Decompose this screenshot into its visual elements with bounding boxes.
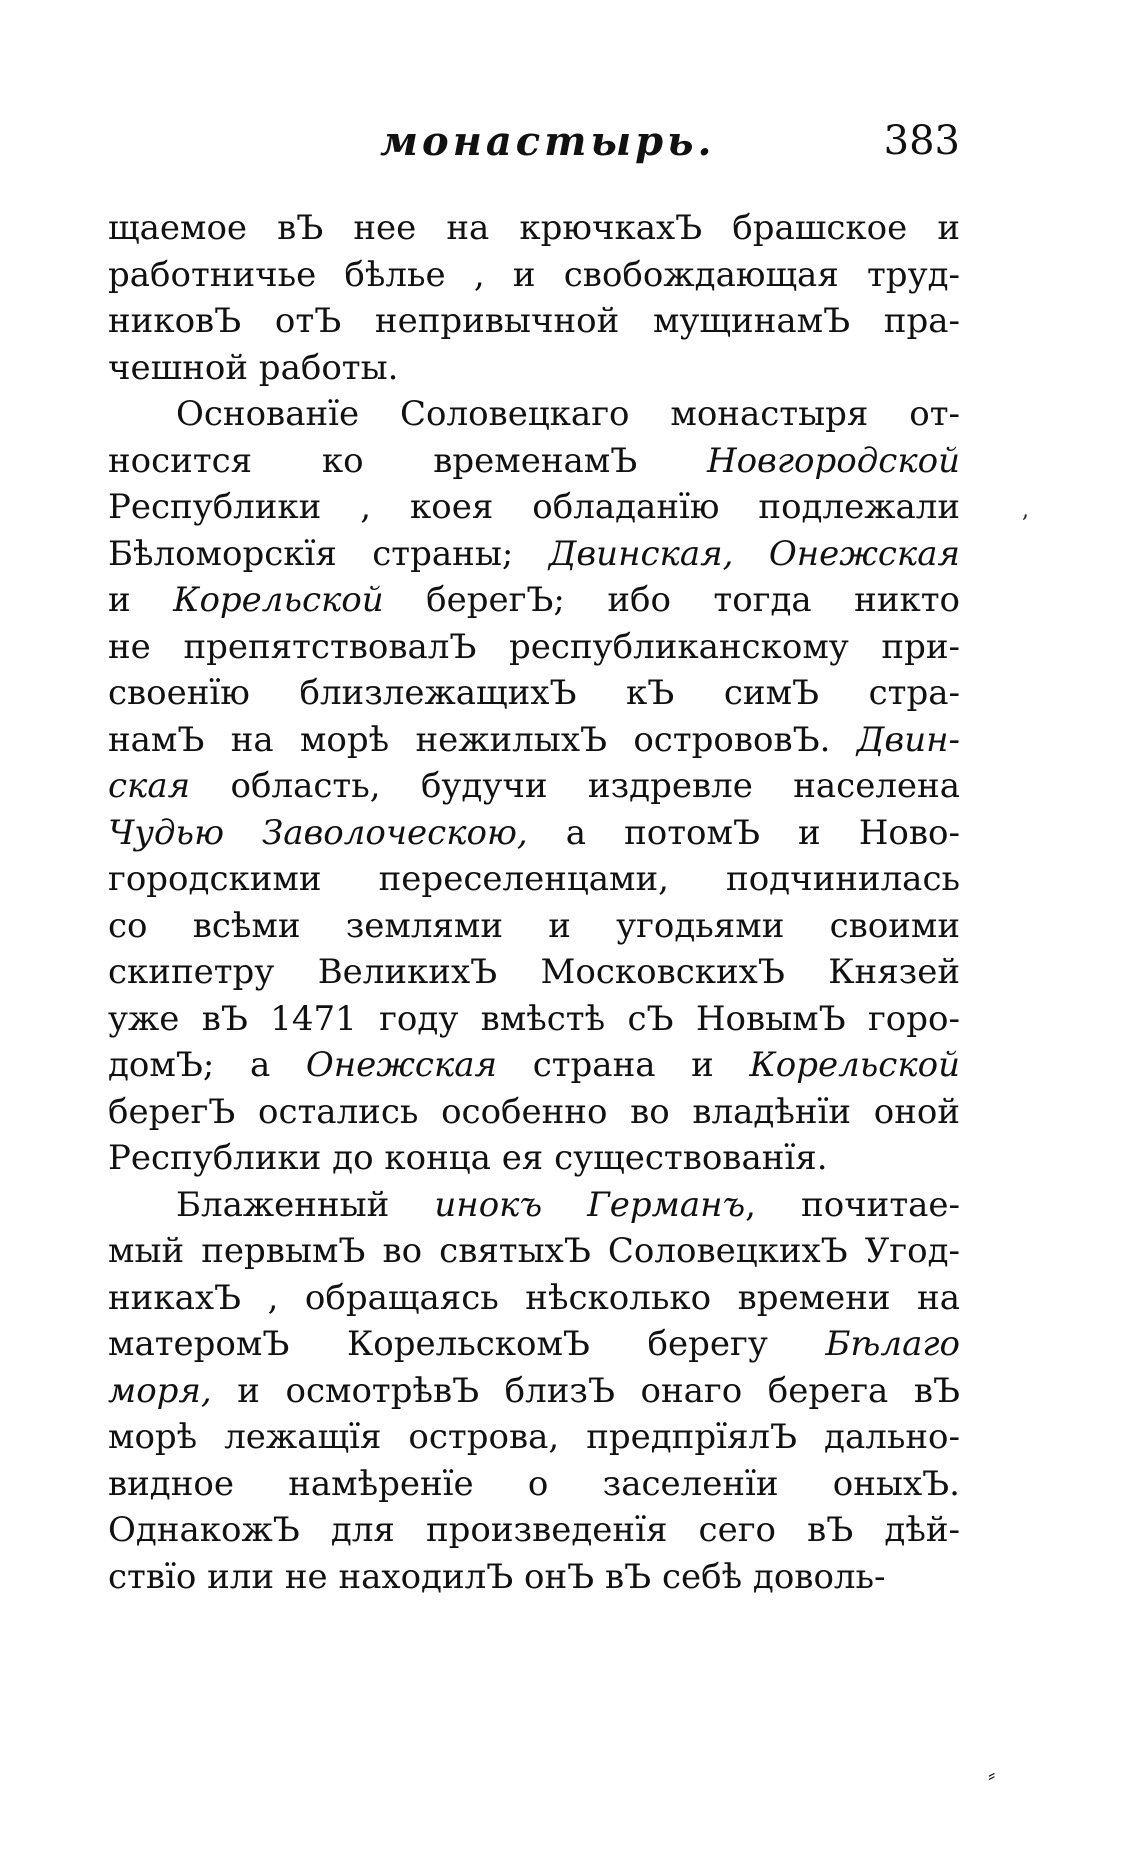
running-head-title: монастырь.	[380, 118, 716, 165]
text-run: ствїо или не находилЪ онЪ вЪ себѣ доволь-	[108, 1556, 886, 1597]
text-line	[108, 670, 960, 716]
text-line	[108, 1461, 960, 1507]
text-line	[108, 391, 960, 437]
text-run: Блаженный	[176, 1184, 435, 1225]
paragraph	[108, 205, 960, 391]
running-head	[380, 118, 960, 178]
text-run: , почитае-	[745, 1184, 960, 1225]
italic-text: Новгородской	[706, 440, 960, 481]
text-run: морѣ лежащїя острова, предпрїялЪ дально-	[108, 1417, 960, 1457]
text-line	[108, 1042, 960, 1088]
italic-text: Чудью Заволоческою,	[108, 812, 528, 853]
text-line	[108, 345, 960, 391]
text-line	[108, 949, 960, 995]
paragraph	[108, 1182, 960, 1600]
text-line	[108, 1182, 960, 1228]
text-run: своенїю близлежащихЪ кЪ симЪ стра-	[108, 673, 960, 713]
italic-text: инокъ Германъ	[434, 1184, 746, 1225]
text-run: никовЪ отЪ непривычной мущинамЪ пра-	[108, 301, 960, 341]
page-number: 383	[883, 118, 960, 164]
text-run: а потомЪ и Ново-	[527, 812, 960, 853]
italic-text: Двинская, Онежская	[548, 533, 960, 574]
text-line	[108, 1275, 960, 1321]
text-run: и	[108, 580, 174, 620]
text-line	[108, 856, 960, 902]
text-line	[108, 624, 960, 670]
text-run: никахЪ , обращаясь нѣсколько времени на	[108, 1277, 960, 1318]
text-run: матеромЪ КорельскомЪ берегу	[108, 1324, 826, 1364]
text-run: намЪ на морѣ нежилыхЪ острововЪ.	[108, 719, 857, 760]
text-line	[108, 1507, 960, 1553]
text-run: не препятствовалЪ республиканскому при-	[108, 626, 960, 667]
text-run: работничье бѣлье , и свобождающая труд-	[108, 254, 960, 295]
italic-text: Корельской	[749, 1045, 960, 1085]
text-line	[108, 903, 960, 949]
italic-text: ская	[108, 766, 191, 806]
text-line	[108, 298, 960, 344]
text-run: и осмотрѣвЪ близЪ онаго берега вЪ	[211, 1370, 960, 1411]
text-run: берегЪ остались особенно во владѣнїи оной	[108, 1091, 960, 1132]
text-line	[108, 1089, 960, 1135]
text-run: домЪ; а	[108, 1045, 306, 1085]
text-line	[108, 1228, 960, 1274]
text-line	[108, 996, 960, 1042]
text-run: чешной работы.	[108, 347, 399, 388]
italic-text: Онежская	[305, 1045, 498, 1085]
margin-speck: ,	[1022, 498, 1029, 523]
text-line	[108, 438, 960, 484]
text-line	[108, 205, 960, 251]
text-run: носится ко временамЪ	[108, 440, 707, 481]
text-run: городскими переселенцами, подчинилась	[108, 859, 960, 899]
text-line	[108, 1414, 960, 1460]
italic-text: Корельской	[173, 580, 384, 620]
italic-text: Двин-	[856, 719, 960, 760]
text-line	[108, 531, 960, 577]
text-run: Республики , коея обладанїю подлежали	[108, 487, 960, 527]
text-run: уже вЪ 1471 году вмѣстѣ сЪ НовымЪ горо-	[108, 998, 960, 1039]
text-run: Республики до конца ея существованїя.	[108, 1138, 828, 1178]
text-line	[108, 1135, 960, 1181]
text-run: ОднакожЪ для произведенїя сего вЪ дѣй-	[108, 1510, 960, 1550]
text-run: страна и	[497, 1045, 750, 1085]
text-line	[108, 1368, 960, 1414]
italic-text: Бѣлаго	[825, 1324, 960, 1364]
text-run: со всѣми землями и угодьями своими	[108, 905, 960, 946]
text-run: щаемое вЪ нее на крючкахЪ брашское и	[108, 208, 960, 248]
text-line	[108, 810, 960, 856]
text-run: Бѣломорскїя страны;	[108, 533, 549, 574]
body-text	[108, 205, 960, 1600]
text-line	[108, 1321, 960, 1367]
text-line	[108, 1554, 960, 1600]
margin-flourish: ⸗	[988, 1763, 996, 1788]
italic-text: моря,	[108, 1370, 212, 1411]
text-run: берегЪ; ибо тогда никто	[383, 580, 960, 620]
text-run: мый первымЪ во святыхЪ СоловецкихЪ Угод-	[108, 1231, 960, 1271]
text-run: область, будучи издревле населена	[190, 766, 960, 806]
text-run: Основанїе Соловецкаго монастыря от-	[176, 394, 960, 434]
text-line	[108, 484, 960, 530]
text-run: скипетру ВеликихЪ МосковскихЪ Князей	[108, 952, 960, 992]
text-line	[108, 252, 960, 298]
text-line	[108, 717, 960, 763]
text-line	[108, 763, 960, 809]
paragraph	[108, 391, 960, 1181]
text-run: видное намѣренїе о заселенїи оныхЪ.	[108, 1463, 960, 1504]
text-line	[108, 577, 960, 623]
